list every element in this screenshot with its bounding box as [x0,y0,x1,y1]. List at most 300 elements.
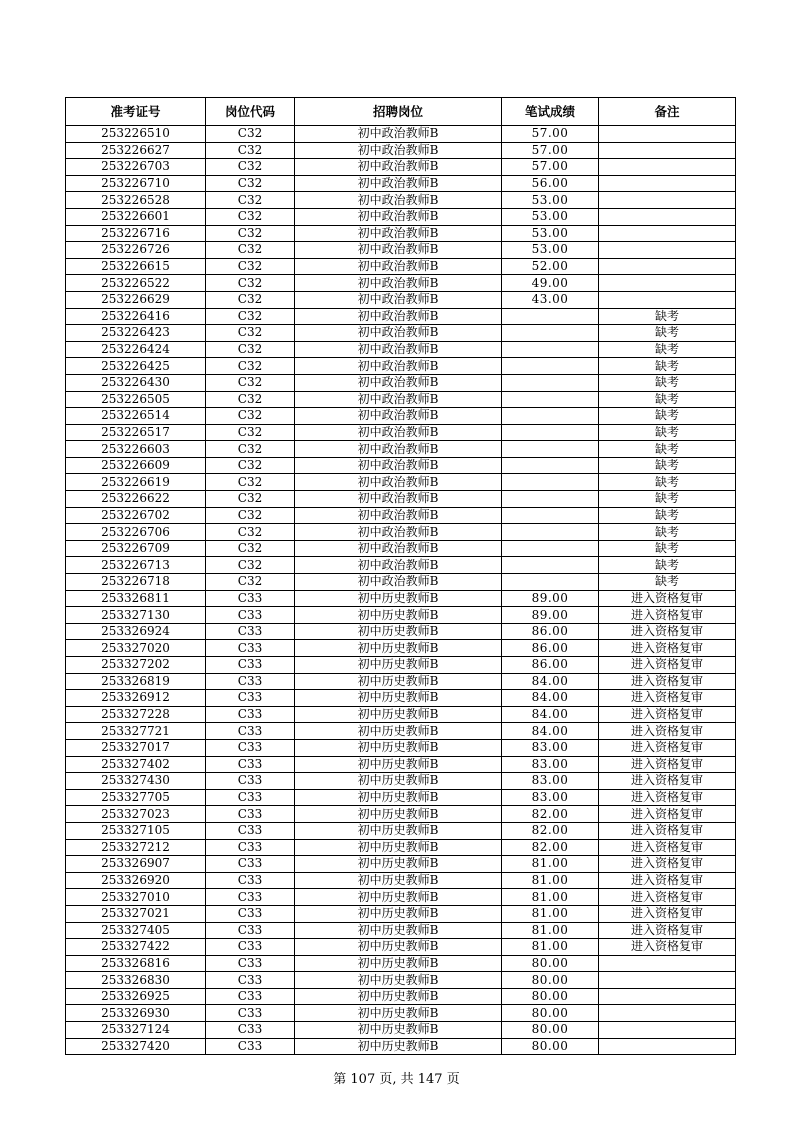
exam-id-cell: 253326816 [66,955,206,972]
exam-id-cell: 253226709 [66,540,206,557]
score-cell: 53.00 [502,225,599,242]
table-row [66,242,736,259]
table-row [66,856,736,873]
exam-id-cell: 253226710 [66,175,206,192]
post-name-cell: 初中历史教师B [295,806,502,823]
table-row [66,126,736,143]
table-row [66,1005,736,1022]
score-cell [502,457,599,474]
post-code-cell: C32 [206,441,295,458]
post-name-cell: 初中历史教师B [295,739,502,756]
table-row [66,507,736,524]
score-cell: 53.00 [502,192,599,209]
table-row [66,773,736,790]
post-name-cell: 初中历史教师B [295,856,502,873]
exam-id-cell: 253226425 [66,358,206,375]
exam-id-cell: 253226424 [66,341,206,358]
post-name-cell: 初中政治教师B [295,225,502,242]
table-row [66,142,736,159]
exam-id-cell: 253226514 [66,408,206,425]
remark-cell: 进入资格复审 [599,607,736,624]
table-row [66,374,736,391]
table-row [66,955,736,972]
remark-cell: 进入资格复审 [599,806,736,823]
exam-id-cell: 253226627 [66,142,206,159]
post-name-cell: 初中政治教师B [295,358,502,375]
remark-cell [599,972,736,989]
post-name-cell: 初中政治教师B [295,374,502,391]
score-table [65,97,736,1055]
exam-id-cell: 253226619 [66,474,206,491]
remark-cell: 缺考 [599,308,736,325]
post-code-cell: C33 [206,839,295,856]
remark-cell: 进入资格复审 [599,739,736,756]
exam-id-cell: 253226522 [66,275,206,292]
score-cell [502,524,599,541]
score-cell [502,441,599,458]
remark-cell [599,291,736,308]
score-cell: 49.00 [502,275,599,292]
exam-id-cell: 253327405 [66,922,206,939]
exam-id-cell: 253226517 [66,424,206,441]
post-name-cell: 初中历史教师B [295,640,502,657]
post-name-cell: 初中历史教师B [295,773,502,790]
post-code-cell: C32 [206,325,295,342]
score-cell [502,308,599,325]
exam-id-cell: 253226430 [66,374,206,391]
post-name-cell: 初中政治教师B [295,491,502,508]
post-name-cell: 初中历史教师B [295,939,502,956]
post-code-cell: C32 [206,126,295,143]
score-cell [502,325,599,342]
table-row [66,972,736,989]
score-cell: 52.00 [502,258,599,275]
remark-cell [599,142,736,159]
table-row [66,905,736,922]
remark-cell: 缺考 [599,374,736,391]
exam-id-cell: 253326924 [66,623,206,640]
post-code-cell: C32 [206,142,295,159]
post-name-cell: 初中政治教师B [295,308,502,325]
header-post-name: 招聘岗位 [295,98,502,126]
exam-id-cell: 253226505 [66,391,206,408]
exam-id-cell: 253327402 [66,756,206,773]
post-name-cell: 初中历史教师B [295,1038,502,1055]
post-code-cell: C32 [206,391,295,408]
post-code-cell: C33 [206,789,295,806]
table-row [66,739,736,756]
remark-cell: 进入资格复审 [599,872,736,889]
remark-cell: 缺考 [599,325,736,342]
exam-id-cell: 253226716 [66,225,206,242]
table-row [66,258,736,275]
exam-id-cell: 253226622 [66,491,206,508]
post-code-cell: C33 [206,773,295,790]
remark-cell: 进入资格复审 [599,590,736,607]
post-name-cell: 初中历史教师B [295,1022,502,1039]
score-cell [502,474,599,491]
post-name-cell: 初中政治教师B [295,341,502,358]
exam-id-cell: 253327130 [66,607,206,624]
remark-cell: 进入资格复审 [599,905,736,922]
post-code-cell: C33 [206,756,295,773]
score-cell [502,540,599,557]
table-row [66,424,736,441]
post-name-cell: 初中历史教师B [295,706,502,723]
table-row [66,723,736,740]
remark-cell: 缺考 [599,524,736,541]
post-code-cell: C33 [206,706,295,723]
remark-cell: 进入资格复审 [599,623,736,640]
post-code-cell: C32 [206,258,295,275]
score-cell [502,491,599,508]
post-name-cell: 初中政治教师B [295,408,502,425]
exam-id-cell: 253327017 [66,739,206,756]
exam-id-cell: 253327105 [66,822,206,839]
table-row [66,706,736,723]
header-exam-id: 准考证号 [66,98,206,126]
table-row [66,325,736,342]
post-code-cell: C33 [206,856,295,873]
post-name-cell: 初中政治教师B [295,391,502,408]
exam-id-cell: 253327020 [66,640,206,657]
post-name-cell: 初中政治教师B [295,424,502,441]
header-remark: 备注 [599,98,736,126]
score-cell [502,358,599,375]
post-name-cell: 初中历史教师B [295,872,502,889]
post-code-cell: C32 [206,358,295,375]
exam-id-cell: 253226423 [66,325,206,342]
post-code-cell: C33 [206,640,295,657]
score-cell: 81.00 [502,889,599,906]
exam-id-cell: 253226615 [66,258,206,275]
post-name-cell: 初中历史教师B [295,955,502,972]
remark-cell [599,1022,736,1039]
score-cell: 57.00 [502,159,599,176]
post-name-cell: 初中政治教师B [295,208,502,225]
remark-cell: 进入资格复审 [599,773,736,790]
post-name-cell: 初中历史教师B [295,723,502,740]
exam-id-cell: 253326930 [66,1005,206,1022]
exam-id-cell: 253226726 [66,242,206,259]
table-body [66,126,736,1055]
score-cell: 84.00 [502,690,599,707]
remark-cell: 进入资格复审 [599,673,736,690]
score-cell [502,557,599,574]
post-code-cell: C32 [206,374,295,391]
post-code-cell: C32 [206,540,295,557]
remark-cell: 缺考 [599,441,736,458]
remark-cell: 进入资格复审 [599,789,736,806]
exam-id-cell: 253327420 [66,1038,206,1055]
exam-id-cell: 253326925 [66,988,206,1005]
table-row [66,441,736,458]
score-cell: 82.00 [502,839,599,856]
table-row [66,225,736,242]
remark-cell [599,988,736,1005]
post-code-cell: C32 [206,208,295,225]
score-cell [502,424,599,441]
post-name-cell: 初中历史教师B [295,1005,502,1022]
remark-cell: 缺考 [599,474,736,491]
score-cell: 82.00 [502,806,599,823]
table-row [66,1022,736,1039]
score-cell: 80.00 [502,972,599,989]
score-cell: 84.00 [502,706,599,723]
remark-cell [599,159,736,176]
score-cell: 53.00 [502,208,599,225]
exam-id-cell: 253226703 [66,159,206,176]
table-row [66,623,736,640]
header-written-score: 笔试成绩 [502,98,599,126]
score-cell: 84.00 [502,673,599,690]
table-row [66,291,736,308]
post-name-cell: 初中政治教师B [295,507,502,524]
table-row [66,673,736,690]
remark-cell: 进入资格复审 [599,690,736,707]
exam-id-cell: 253226629 [66,291,206,308]
score-cell [502,391,599,408]
post-code-cell: C33 [206,1038,295,1055]
table-row [66,806,736,823]
table-row [66,391,736,408]
remark-cell [599,192,736,209]
remark-cell [599,225,736,242]
table-row [66,491,736,508]
exam-id-cell: 253326819 [66,673,206,690]
score-cell: 80.00 [502,1022,599,1039]
post-code-cell: C32 [206,175,295,192]
remark-cell [599,242,736,259]
score-cell [502,507,599,524]
post-code-cell: C32 [206,275,295,292]
post-name-cell: 初中历史教师B [295,673,502,690]
post-code-cell: C33 [206,988,295,1005]
post-name-cell: 初中政治教师B [295,540,502,557]
table-row [66,308,736,325]
table-row [66,872,736,889]
post-code-cell: C32 [206,159,295,176]
post-code-cell: C33 [206,872,295,889]
post-name-cell: 初中历史教师B [295,839,502,856]
post-code-cell: C32 [206,557,295,574]
exam-id-cell: 253327021 [66,905,206,922]
score-cell: 80.00 [502,988,599,1005]
post-code-cell: C32 [206,408,295,425]
post-code-cell: C33 [206,972,295,989]
exam-id-cell: 253226601 [66,208,206,225]
score-cell: 86.00 [502,623,599,640]
post-code-cell: C33 [206,607,295,624]
post-name-cell: 初中政治教师B [295,325,502,342]
table-row [66,789,736,806]
exam-id-cell: 253327202 [66,657,206,674]
post-code-cell: C33 [206,822,295,839]
post-name-cell: 初中历史教师B [295,905,502,922]
post-name-cell: 初中政治教师B [295,275,502,292]
remark-cell [599,126,736,143]
table-row [66,557,736,574]
exam-id-cell: 253327705 [66,789,206,806]
table-row [66,607,736,624]
post-code-cell: C33 [206,673,295,690]
score-cell: 83.00 [502,739,599,756]
post-name-cell: 初中政治教师B [295,192,502,209]
table-row [66,275,736,292]
remark-cell [599,1005,736,1022]
remark-cell: 缺考 [599,507,736,524]
table-row [66,192,736,209]
post-code-cell: C32 [206,341,295,358]
exam-id-cell: 253327422 [66,939,206,956]
post-name-cell: 初中历史教师B [295,623,502,640]
post-name-cell: 初中历史教师B [295,607,502,624]
remark-cell: 缺考 [599,540,736,557]
score-cell: 89.00 [502,607,599,624]
remark-cell: 进入资格复审 [599,839,736,856]
post-code-cell: C33 [206,723,295,740]
score-cell: 89.00 [502,590,599,607]
remark-cell: 缺考 [599,557,736,574]
score-cell: 57.00 [502,142,599,159]
score-cell [502,574,599,591]
table-row [66,690,736,707]
remark-cell: 进入资格复审 [599,889,736,906]
post-code-cell: C32 [206,507,295,524]
remark-cell: 缺考 [599,358,736,375]
post-name-cell: 初中历史教师B [295,822,502,839]
post-code-cell: C33 [206,690,295,707]
score-cell: 80.00 [502,955,599,972]
score-cell: 84.00 [502,723,599,740]
post-name-cell: 初中政治教师B [295,175,502,192]
table-row [66,922,736,939]
table-row [66,988,736,1005]
exam-id-cell: 253226706 [66,524,206,541]
score-cell: 80.00 [502,1005,599,1022]
remark-cell [599,175,736,192]
score-cell: 81.00 [502,939,599,956]
post-name-cell: 初中政治教师B [295,291,502,308]
post-code-cell: C32 [206,491,295,508]
table-row [66,756,736,773]
post-code-cell: C32 [206,291,295,308]
exam-id-cell: 253326920 [66,872,206,889]
table-row [66,657,736,674]
remark-cell: 进入资格复审 [599,939,736,956]
post-code-cell: C32 [206,474,295,491]
post-name-cell: 初中政治教师B [295,474,502,491]
table-row [66,822,736,839]
table-row [66,1038,736,1055]
table-row [66,341,736,358]
remark-cell [599,258,736,275]
exam-id-cell: 253226609 [66,457,206,474]
table-header [66,98,736,126]
score-cell: 83.00 [502,789,599,806]
remark-cell: 进入资格复审 [599,822,736,839]
remark-cell: 缺考 [599,391,736,408]
post-code-cell: C33 [206,939,295,956]
score-cell: 53.00 [502,242,599,259]
post-code-cell: C32 [206,424,295,441]
table-row [66,457,736,474]
table-row [66,408,736,425]
remark-cell: 进入资格复审 [599,922,736,939]
table-row [66,839,736,856]
score-cell: 56.00 [502,175,599,192]
exam-id-cell: 253327228 [66,706,206,723]
exam-id-cell: 253226510 [66,126,206,143]
exam-id-cell: 253327430 [66,773,206,790]
post-name-cell: 初中政治教师B [295,242,502,259]
exam-id-cell: 253326912 [66,690,206,707]
exam-id-cell: 253327212 [66,839,206,856]
post-name-cell: 初中政治教师B [295,524,502,541]
post-name-cell: 初中政治教师B [295,557,502,574]
post-name-cell: 初中历史教师B [295,690,502,707]
exam-id-cell: 253327721 [66,723,206,740]
post-name-cell: 初中政治教师B [295,441,502,458]
score-cell [502,408,599,425]
post-code-cell: C32 [206,457,295,474]
score-cell: 81.00 [502,872,599,889]
post-code-cell: C33 [206,590,295,607]
post-name-cell: 初中政治教师B [295,142,502,159]
header-row [66,98,736,126]
post-code-cell: C33 [206,1022,295,1039]
table-row [66,208,736,225]
remark-cell: 缺考 [599,457,736,474]
exam-id-cell: 253326830 [66,972,206,989]
score-cell [502,341,599,358]
score-cell: 83.00 [502,773,599,790]
post-name-cell: 初中历史教师B [295,789,502,806]
post-code-cell: C33 [206,739,295,756]
remark-cell: 缺考 [599,408,736,425]
post-code-cell: C32 [206,574,295,591]
post-code-cell: C33 [206,905,295,922]
page-footer: 第 107 页, 共 147 页 [333,1072,460,1087]
remark-cell: 进入资格复审 [599,756,736,773]
post-name-cell: 初中政治教师B [295,457,502,474]
exam-id-cell: 253226713 [66,557,206,574]
table-row [66,524,736,541]
table-row [66,889,736,906]
exam-id-cell: 253327010 [66,889,206,906]
table-row [66,640,736,657]
post-code-cell: C32 [206,308,295,325]
table-row [66,159,736,176]
remark-cell: 缺考 [599,574,736,591]
score-cell: 82.00 [502,822,599,839]
exam-id-cell: 253226702 [66,507,206,524]
post-code-cell: C33 [206,955,295,972]
score-cell: 83.00 [502,756,599,773]
post-name-cell: 初中历史教师B [295,988,502,1005]
remark-cell: 缺考 [599,491,736,508]
post-code-cell: C33 [206,1005,295,1022]
post-code-cell: C32 [206,192,295,209]
table-row [66,358,736,375]
exam-id-cell: 253226528 [66,192,206,209]
score-cell: 81.00 [502,856,599,873]
remark-cell: 缺考 [599,341,736,358]
table-row [66,574,736,591]
score-cell [502,374,599,391]
remark-cell: 进入资格复审 [599,640,736,657]
remark-cell [599,208,736,225]
